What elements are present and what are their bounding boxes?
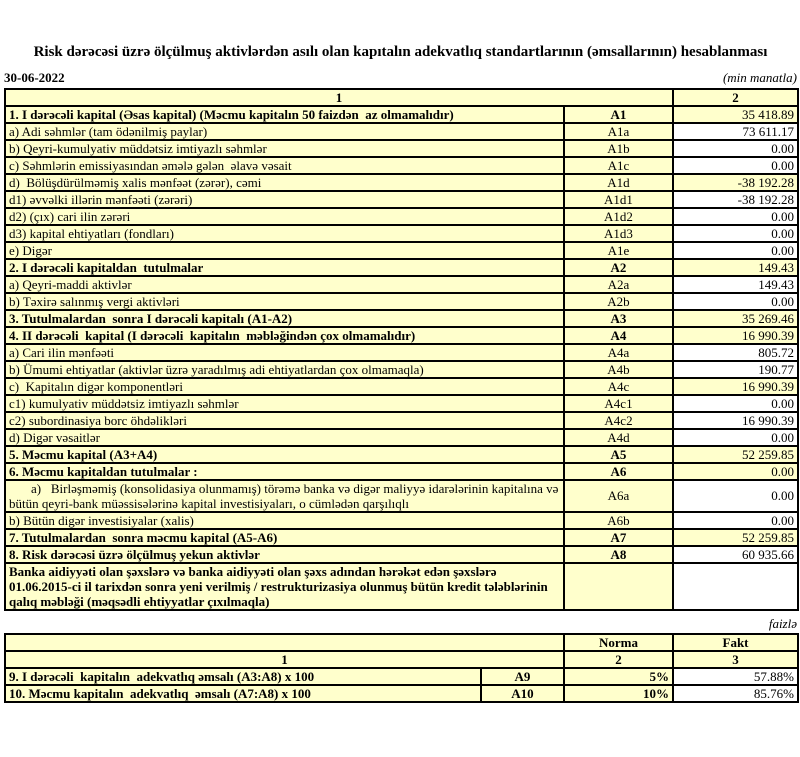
- main-header-col1: 1: [5, 89, 673, 106]
- row-label: d3) kapital ehtiyatları (fondları): [5, 225, 564, 242]
- table-row: [5, 123, 798, 140]
- table-row: [5, 208, 798, 225]
- row-code: A2: [564, 259, 673, 276]
- row-code: A1a: [564, 123, 673, 140]
- row-value: 0.00: [673, 242, 798, 259]
- ratio-row: [5, 685, 798, 702]
- ratio-header-row-2: [5, 651, 798, 668]
- ratio-header-col3: 3: [673, 651, 798, 668]
- capital-table-header: [5, 89, 798, 106]
- table-row: [5, 344, 798, 361]
- row-label: b) Təxirə salınmış vergi aktivləri: [5, 293, 564, 310]
- row-value: -38 192.28: [673, 174, 798, 191]
- ratio-row-label: 9. I dərəcəli kapitalın adekvatlıq əmsalı (A3:A8) x 100: [5, 668, 481, 685]
- row-code: A4c: [564, 378, 673, 395]
- ratio-header-col2: 2: [564, 651, 673, 668]
- row-value: 35 418.89: [673, 106, 798, 123]
- row-value: 0.00: [673, 463, 798, 480]
- row-value: 16 990.39: [673, 412, 798, 429]
- row-label: 8. Risk dərəcəsi üzrə ölçülmuş yekun aktivlər: [5, 546, 564, 563]
- meta-row: [4, 70, 797, 86]
- ratio-header-norma: Norma: [564, 634, 673, 651]
- row-code: A4a: [564, 344, 673, 361]
- row-value: 16 990.39: [673, 327, 798, 344]
- table-row: [5, 412, 798, 429]
- capital-table-body: [5, 106, 798, 610]
- row-label: 2. I dərəcəli kapitaldan tutulmalar: [5, 259, 564, 276]
- ratio-header-empty: [5, 634, 564, 651]
- main-header-col2: 2: [673, 89, 798, 106]
- row-code: A6: [564, 463, 673, 480]
- row-code: A7: [564, 529, 673, 546]
- row-value: 35 269.46: [673, 310, 798, 327]
- ratio-row-norma: 10%: [564, 685, 673, 702]
- row-label: b) Ümumi ehtiyatlar (aktivlər üzrə yaradılmış adi ehtiyatlardan çox olmamaqla): [5, 361, 564, 378]
- table-row: [5, 378, 798, 395]
- capital-table: [4, 88, 799, 611]
- row-code: [564, 563, 673, 610]
- row-code: A6b: [564, 512, 673, 529]
- ratio-row-norma: 5%: [564, 668, 673, 685]
- table-row: [5, 174, 798, 191]
- row-value: 52 259.85: [673, 529, 798, 546]
- table-row: [5, 293, 798, 310]
- row-code: A2a: [564, 276, 673, 293]
- table-row: [5, 259, 798, 276]
- row-value: 0.00: [673, 140, 798, 157]
- ratio-header-fakt: Fakt: [673, 634, 798, 651]
- row-label: d2) (çıx) cari ilin zərəri: [5, 208, 564, 225]
- row-value: 16 990.39: [673, 378, 798, 395]
- row-label: 7. Tutulmalardan sonra məcmu kapital (A5-A6): [5, 529, 564, 546]
- unit-note: (min manatla): [722, 69, 797, 85]
- table-row: [5, 106, 798, 123]
- row-code: A3: [564, 310, 673, 327]
- row-code: A5: [564, 446, 673, 463]
- row-label: 1. I dərəcəli kapital (Əsas kapital) (Məcmu kapitalın 50 faizdən az olmamalıdır): [5, 106, 564, 123]
- row-code: A4c2: [564, 412, 673, 429]
- row-code: A4d: [564, 429, 673, 446]
- row-value: 0.00: [673, 293, 798, 310]
- row-value: 60 935.66: [673, 546, 798, 563]
- row-code: A2b: [564, 293, 673, 310]
- row-label: 4. II dərəcəli kapital (I dərəcəli kapitalın məbləğindən çox olmamalıdır): [5, 327, 564, 344]
- report-page: [0, 42, 800, 703]
- row-code: A1e: [564, 242, 673, 259]
- ratio-row-code: A10: [481, 685, 564, 702]
- row-label: a) Cari ilin mənfəəti: [5, 344, 564, 361]
- row-code: A1: [564, 106, 673, 123]
- row-code: A4: [564, 327, 673, 344]
- row-value: 52 259.85: [673, 446, 798, 463]
- table-row: [5, 563, 798, 610]
- percent-note: faizlə: [768, 615, 797, 631]
- row-label: c1) kumulyativ müddətsiz imtiyazlı səhmlər: [5, 395, 564, 412]
- row-code: A1c: [564, 157, 673, 174]
- table-row: [5, 310, 798, 327]
- table-row: [5, 446, 798, 463]
- row-code: A1d1: [564, 191, 673, 208]
- table-row: [5, 276, 798, 293]
- row-code: A1d2: [564, 208, 673, 225]
- table-row: [5, 242, 798, 259]
- row-value: 0.00: [673, 395, 798, 412]
- row-value: 73 611.17: [673, 123, 798, 140]
- row-label: d) Bölüşdürülməmiş xalis mənfəət (zərər), cəmi: [5, 174, 564, 191]
- table-row: [5, 480, 798, 512]
- row-value: 149.43: [673, 276, 798, 293]
- row-label: 3. Tutulmalardan sonra I dərəcəli kapitalı (A1-A2): [5, 310, 564, 327]
- row-value: 190.77: [673, 361, 798, 378]
- row-label: a) Birləşməmiş (konsolidasiya olunmamış) törəmə banka və digər maliyyə idarələrinin kapitalına və bütün qeyri-bank müəssisələrinə kapital investisiyaları, o cümlədən qarşılıqlı: [5, 480, 564, 512]
- row-label: c) Səhmlərin emissiyasından əmələ gələn əlavə vəsait: [5, 157, 564, 174]
- main-header-row: [5, 89, 798, 106]
- page-title: Risk dərəcəsi üzrə ölçülmuş aktivlərdən asılı olan kapıtalın adekvatlıq standartlarının (əmsallarının) hesablanması: [33, 44, 768, 60]
- ratio-header-row-1: [5, 634, 798, 651]
- table-row: [5, 429, 798, 446]
- table-row: [5, 361, 798, 378]
- table-row: [5, 157, 798, 174]
- row-label: a) Qeyri-maddi aktivlər: [5, 276, 564, 293]
- row-value: 0.00: [673, 157, 798, 174]
- row-value: 149.43: [673, 259, 798, 276]
- row-value: 0.00: [673, 512, 798, 529]
- row-value: -38 192.28: [673, 191, 798, 208]
- row-code: A6a: [564, 480, 673, 512]
- row-value: 0.00: [673, 208, 798, 225]
- ratio-table: [4, 633, 799, 703]
- row-label: b) Qeyri-kumulyativ müddətsiz imtiyazlı səhmlər: [5, 140, 564, 157]
- row-label: d) Digər vəsaitlər: [5, 429, 564, 446]
- row-label: a) Adi səhmlər (tam ödənilmiş paylar): [5, 123, 564, 140]
- row-value: 0.00: [673, 480, 798, 512]
- ratio-table-header: [5, 634, 798, 668]
- row-code: A1d3: [564, 225, 673, 242]
- row-value: 0.00: [673, 225, 798, 242]
- row-value: 805.72: [673, 344, 798, 361]
- table-row: [5, 191, 798, 208]
- report-date: 30-06-2022: [4, 69, 65, 85]
- ratio-header-col1: 1: [5, 651, 564, 668]
- ratio-row: [5, 668, 798, 685]
- table-row: [5, 529, 798, 546]
- table-row: [5, 140, 798, 157]
- row-value: [673, 563, 798, 610]
- ratio-table-body: [5, 668, 798, 702]
- row-code: A4c1: [564, 395, 673, 412]
- row-code: A1b: [564, 140, 673, 157]
- row-code: A1d: [564, 174, 673, 191]
- table-row: [5, 512, 798, 529]
- ratio-row-code: A9: [481, 668, 564, 685]
- table-row: [5, 546, 798, 563]
- table-row: [5, 225, 798, 242]
- row-label: c2) subordinasiya borc öhdəlikləri: [5, 412, 564, 429]
- row-label: c) Kapitalın digər komponentləri: [5, 378, 564, 395]
- ratio-row-label: 10. Məcmu kapitalın adekvatlıq əmsalı (A7:A8) x 100: [5, 685, 481, 702]
- row-code: A4b: [564, 361, 673, 378]
- row-code: A8: [564, 546, 673, 563]
- row-value: 0.00: [673, 429, 798, 446]
- table-row: [5, 327, 798, 344]
- row-label: 6. Məcmu kapitaldan tutulmalar :: [5, 463, 564, 480]
- ratio-row-fakt: 57.88%: [673, 668, 798, 685]
- row-label: e) Digər: [5, 242, 564, 259]
- row-label: 5. Məcmu kapital (A3+A4): [5, 446, 564, 463]
- table-row: [5, 463, 798, 480]
- row-label: d1) əvvəlki illərin mənfəəti (zərəri): [5, 191, 564, 208]
- row-label: b) Bütün digər investisiyalar (xalis): [5, 512, 564, 529]
- row-label: Banka aidiyyəti olan şəxslərə və banka aidiyyəti olan şəxs adından hərəkət edən şəxslərə 01.06.2015-ci il tarixdən sonra yeni verilmiş / restrukturizasiya olunmuş bütün kredit tələblərinin qalıq məbləği (məqsədli ehtiyyatlar çıxılmaqla): [5, 563, 564, 610]
- table-row: [5, 395, 798, 412]
- ratio-row-fakt: 85.76%: [673, 685, 798, 702]
